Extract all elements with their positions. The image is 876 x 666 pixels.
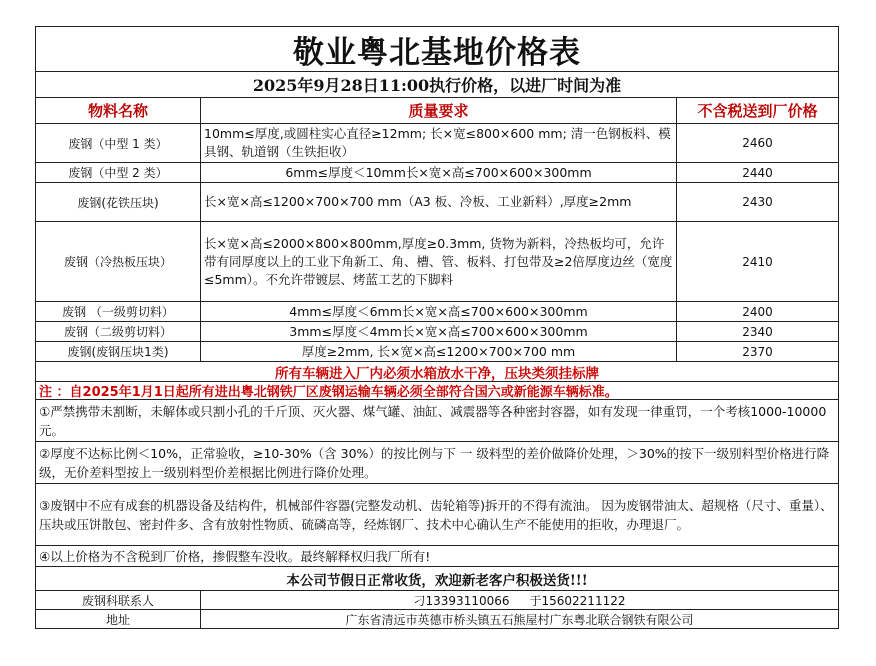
contact-label: 废钢科联系人 [36, 591, 201, 609]
vehicle-notice: 所有车辆进入厂内必须水箱放水干净，压块类须挂标牌 [36, 362, 838, 382]
contact-row [36, 591, 838, 610]
table-row [36, 124, 838, 163]
closing-message: 本公司节假日正常收货，欢迎新老客户积极送货!!! [36, 567, 838, 591]
table-row [36, 163, 838, 183]
price-value: 2400 [742, 304, 773, 319]
address-label: 地址 [36, 610, 201, 628]
note-item: ④以上价格为不含税到厂价格，掺假整车没收。最终解释权归我厂所有! [36, 546, 838, 567]
material-name: 废钢（冷热板压块） [36, 222, 201, 301]
contact-phones [201, 591, 838, 609]
material-name: 废钢（中型 1 类） [36, 124, 201, 162]
material-name: 废钢 （一级剪切料） [36, 302, 201, 321]
material-name: 废钢（中型 2 类） [36, 163, 201, 182]
note-item: ③废钢中不应有成套的机器设备及结构件，机械部件容器(完整发动机、齿轮箱等)拆开的不得有流油。 因为废钢带油太、超规格（尺寸、重量）、压块或压饼散包、密封件多、含有放射性物质、硫磷高等，经炼钢厂、技术中心确认生产不能使用的拒收，办理退厂。 [36, 484, 838, 546]
quality-requirement: 厚度≥2mm, 长×宽×高≤1200×700×700 mm [201, 342, 677, 361]
emission-warning: 注 ：自2025年1月1日起所有进出粤北钢铁厂区废钢运输车辆必须全部符合国六或新能源车辆标准。 [36, 382, 838, 400]
material-name: 废钢(花铁压块) [36, 183, 201, 221]
table-row [36, 222, 838, 302]
address-value: 广东省清远市英德市桥头镇五石熊屋村广东粤北联合钢铁有限公司 [345, 612, 694, 627]
table-row [36, 183, 838, 222]
header-material: 物料名称 [36, 98, 201, 123]
note-item: ①严禁携带未割断，未解体或只割小孔的千斤顶、灭火器、煤气罐、油缸、减震器等各种密封容器，如有发现一律重罚，一个考核1000-10000元。 [36, 400, 838, 442]
contact-phone: 刁13393110066 [413, 593, 510, 608]
quality-requirement: 6mm≤厚度＜10mm长×宽×高≤700×600×300mm [201, 163, 677, 182]
header-quality: 质量要求 [201, 98, 677, 123]
material-name: 废钢（二级剪切料） [36, 322, 201, 341]
note-item: ②厚度不达标比例＜10%，正常验收，≥10-30%（含 30%）的按比例与下 一 级料型的差价做降价处理，＞30%的按下一级别料型价格进行降级，无价差料型按上一级别料型价差根据比例进行降价处理。 [36, 442, 838, 484]
quality-requirement: 10mm≤厚度,或圆柱实心直径≥12mm; 长×宽≤800×600 mm; 清一色钢板料、模具钢、轨道钢（生铁拒收） [201, 124, 677, 162]
price-value: 2370 [742, 344, 773, 359]
contact-phone: 于15602211122 [529, 593, 626, 608]
material-name: 废钢(废钢压块1类) [36, 342, 201, 361]
address-row [36, 610, 838, 628]
header-price: 不含税送到厂价格 [697, 102, 818, 120]
quality-requirement: 4mm≤厚度＜6mm长×宽×高≤700×600×300mm [201, 302, 677, 321]
page-title: 敬业粤北基地价格表 [36, 27, 838, 72]
quality-requirement: 长×宽×高≤1200×700×700 mm（A3 板、冷板、工业新料）,厚度≥2mm [201, 183, 677, 221]
table-row [36, 342, 838, 362]
price-value: 2440 [742, 165, 773, 180]
table-row [36, 322, 838, 342]
price-sheet [35, 26, 839, 629]
quality-requirement: 长×宽×高≤2000×800×800mm,厚度≥0.3mm, 货物为新料，冷热板均可，允许带有同厚度以上的工业下角新工、角、槽、管、板料、打包带及≥2倍厚度边丝（宽度≤5mm）。不允许带镀层、烤蓝工艺的下脚料 [201, 222, 677, 301]
price-value: 2340 [742, 324, 773, 339]
page-subtitle: 2025年9月28日11:00执行价格，以进厂时间为准 [36, 72, 838, 98]
price-value: 2460 [742, 136, 773, 150]
table-row [36, 302, 838, 322]
quality-requirement: 3mm≤厚度＜4mm长×宽×高≤700×600×300mm [201, 322, 677, 341]
table-header [36, 98, 838, 124]
price-value: 2410 [742, 254, 773, 269]
price-value: 2430 [742, 195, 773, 209]
